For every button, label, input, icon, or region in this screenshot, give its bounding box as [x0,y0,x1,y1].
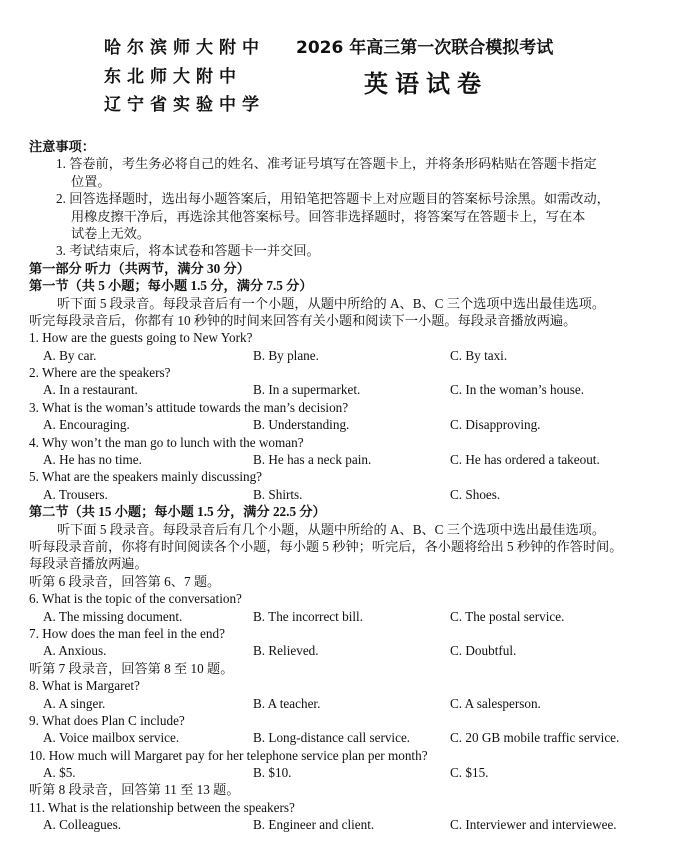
question-text: 1. How are the guests going to New York? [29,330,253,346]
section2-instruction: 听下面 5 段录音。每段录音后有几个小题，从题中所给的 A、B、C 三个选项中选出最佳选项。 [57,521,606,537]
exam-title: 2026 年高三第一次联合模拟考试 [296,38,554,58]
question-options [29,486,663,503]
option-a: A. He has no time. [43,452,142,468]
option-a: A. Voice mailbox service. [43,730,180,746]
recording-note: 听第 6 段录音，回答第 6、7 题。 [29,573,221,589]
option-b: B. By plane. [253,347,319,363]
question-options [29,381,663,398]
option-a: A. Anxious. [43,643,107,659]
option-c: C. In the woman’s house. [450,382,585,398]
section1-instruction: 听完每段录音后，你都有 10 秒钟的时间来回答有关小题和阅读下一小题。每段录音播放两遍。 [29,312,577,328]
question-text: 5. What are the speakers mainly discussing? [29,469,263,485]
question-options [29,816,663,833]
option-c: C. 20 GB mobile traffic service. [450,730,620,746]
option-c: C. Interviewer and interviewee. [450,817,617,833]
exam-content [29,138,663,834]
note-item-continued: 用橡皮擦干净后，再选涂其他答案标号。回答非选择题时，将答案写在答题卡上，写在本 [71,208,586,224]
option-c: C. Doubtful. [450,643,517,659]
section2-instruction: 听每段录音前，你将有时间阅读各个小题，每小题 5 秒钟；听完后，各小题将给出 5 秒钟的作答时间。 [29,538,623,554]
section1-heading: 第一节（共 5 小题；每小题 1.5 分，满分 7.5 分） [29,278,313,294]
school-name: 辽宁省实验中学 [104,95,265,115]
question-text: 9. What does Plan C include? [29,712,185,728]
option-a: A. Trousers. [43,486,108,502]
section2-instruction: 每段录音播放两遍。 [29,556,148,572]
section2-heading: 第二节（共 15 小题；每小题 1.5 分，满分 22.5 分） [29,504,326,520]
option-a: A. Encouraging. [43,417,130,433]
option-b: B. Shirts. [253,486,303,502]
option-b: B. Long-distance call service. [253,730,411,746]
question-options [29,764,663,781]
option-b: B. A teacher. [253,695,321,711]
option-c: C. $15. [450,765,489,781]
recording-note: 听第 8 段录音，回答第 11 至 13 题。 [29,782,240,798]
question-text: 3. What is the woman’s attitude towards the man’s decision? [29,399,349,415]
notes-heading: 注意事项： [29,139,95,154]
option-b: B. Engineer and client. [253,817,375,833]
paper-title: 英语试卷 [364,70,488,98]
question-text: 8. What is Margaret? [29,678,140,694]
question-text: 11. What is the relationship between the speakers? [29,799,295,815]
note-item-continued: 位置。 [71,173,111,189]
question-options [29,451,663,468]
section1-instruction: 听下面 5 段录音。每段录音后有一个小题，从题中所给的 A、B、C 三个选项中选出最佳选项。 [57,295,606,311]
question-options [29,608,663,625]
option-a: A. By car. [43,347,97,363]
option-b: B. Relieved. [253,643,319,659]
school-name: 哈尔滨师大附中 [104,38,265,58]
question-text: 10. How much will Margaret pay for her telephone service plan per month? [29,747,428,763]
note-item: 3. 考试结束后，将本试卷和答题卡一并交回。 [56,243,320,259]
option-a: A. A singer. [43,695,106,711]
question-options [29,695,663,712]
option-a: A. The missing document. [43,608,183,624]
question-text: 4. Why won’t the man go to lunch with the woman? [29,434,304,450]
option-c: C. Shoes. [450,486,501,502]
question-text: 2. Where are the speakers? [29,365,171,381]
note-item: 1. 答卷前，考生务必将自己的姓名、准考证号填写在答题卡上，并将条形码粘贴在答题卡指定 [56,156,597,172]
option-c: C. By taxi. [450,347,508,363]
question-options [29,729,663,746]
option-b: B. The incorrect bill. [253,608,363,624]
part1-heading: 第一部分 听力（共两节，满分 30 分） [29,260,250,276]
note-item: 2. 回答选择题时，选出每小题答案后，用铅笔把答题卡上对应题目的答案标号涂黑。如需改动， [56,191,610,207]
question-text: 6. What is the topic of the conversation? [29,591,242,607]
option-c: C. The postal service. [450,608,565,624]
school-names [104,34,265,120]
option-c: C. He has ordered a takeout. [450,452,600,468]
option-a: A. In a restaurant. [43,382,138,398]
question-options [29,416,663,433]
option-b: B. $10. [253,765,292,781]
question-text: 7. How does the man feel in the end? [29,625,225,641]
recording-note: 听第 7 段录音，回答第 8 至 10 题。 [29,660,234,676]
option-a: A. $5. [43,765,76,781]
option-b: B. In a supermarket. [253,382,361,398]
school-name: 东北师大附中 [104,66,242,87]
option-b: B. Understanding. [253,417,350,433]
question-options [29,642,663,659]
question-options [29,347,663,364]
note-item-continued: 试卷上无效。 [71,225,151,241]
option-b: B. He has a neck pain. [253,452,372,468]
option-a: A. Colleagues. [43,817,122,833]
option-c: C. A salesperson. [450,695,541,711]
option-c: C. Disapproving. [450,417,541,433]
